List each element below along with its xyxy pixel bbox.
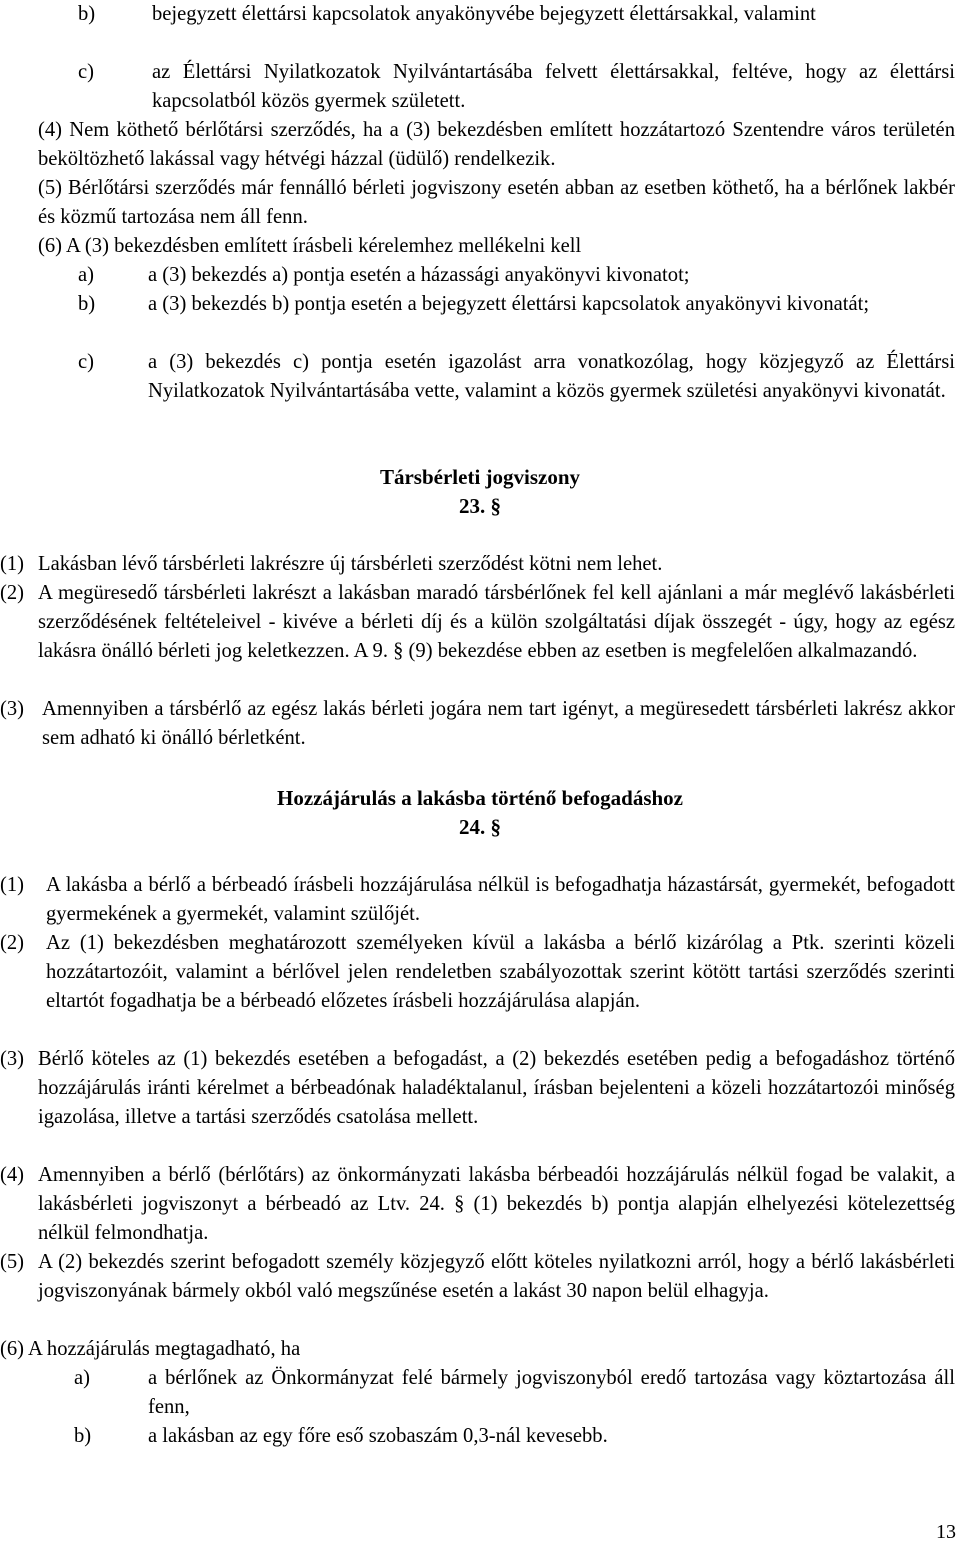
list-marker: a) — [74, 1367, 90, 1389]
paragraph-marker: (4) — [0, 1164, 25, 1186]
paragraph-text: A lakásba a bérlő a bérbeadó írásbeli hozzájárulása nélkül is befogadhatja házastársát, gyermekét, befogadott gyermekének a gyermekét, valamint szülőjét. — [46, 874, 955, 925]
paragraph-6-intro: (6) A hozzájárulás megtagadható, ha — [0, 1338, 301, 1360]
section-title: Társbérleti jogviszony — [379, 465, 581, 489]
paragraph-5 — [38, 174, 955, 232]
list-item-text: a (3) bekezdés c) pontja esetén igazolást arra vonatkozólag, hogy közjegyző az Élettársi Nyilatkozatok Nyilvántartásába vette, valamint a közös gyermek születési anyakönyvi kivonatát. — [148, 351, 955, 402]
paragraph-marker: (1) — [0, 553, 25, 575]
paragraph-marker: (2) — [0, 932, 25, 954]
list-item-text: a bérlőnek az Önkormányzat felé bármely jogviszonyból eredő tartozása vagy köztartozása áll fenn, — [148, 1367, 955, 1418]
section-number: 24. § — [459, 815, 501, 839]
paragraph-text: (5) Bérlőtársi szerződés már fennálló bérleti jogviszony esetén abban az esetben köthető, ha a bérlőnek lakbér és közmű tartozása nem áll fenn. — [38, 177, 955, 228]
list-marker: b) — [78, 3, 96, 25]
paragraph-text: Lakásban lévő társbérleti lakrészre új társbérleti szerződést kötni nem lehet. — [38, 553, 663, 575]
section-title: Hozzájárulás a lakásba történő befogadáshoz — [277, 786, 683, 810]
list-item-text: az Élettársi Nyilatkozatok Nyilvántartásába felvett élettársakkal, feltéve, hogy az élettársi kapcsolatból közös gyermek született. — [152, 61, 955, 112]
list-marker: b) — [78, 293, 96, 315]
list-marker: b) — [74, 1425, 92, 1447]
paragraph-text: A megüresedő társbérleti lakrészt a lakásban maradó társbérlőnek fel kell ajánlani a már meglévő lakásbérleti szerződésének feltételeivel - kivéve a bérleti díj és a külön szolgáltatási díjak összegét - úgy, hogy az egész lakásra önálló bérleti jog keletkezzen. A 9. § (9) bekezdése ebben az esetben is megfelelően alkalmazandó. — [38, 582, 955, 662]
paragraph-4 — [38, 116, 955, 174]
paragraph-text: A (2) bekezdés szerint befogadott személy közjegyző előtt köteles nyilatkozni arról, hogy a bérlő lakásbérleti jogviszonyának bármely okból való megszűnése esetén a lakást 30 napon belül elhagyja. — [38, 1251, 955, 1302]
paragraph-text: Amennyiben a bérlő (bérlőtárs) az önkormányzati lakásba bérbeadói hozzájárulás nélkül fogad be valakit, a lakásbérleti jogviszonyt a bérbeadó az Ltv. 24. § (1) bekezdés b) pontja alapján elhelyezési kötelezettség nélkül felmondhatja. — [38, 1164, 955, 1244]
list-marker: c) — [78, 61, 94, 83]
paragraph-marker: (3) — [0, 698, 25, 720]
paragraph-marker: (2) — [0, 582, 25, 604]
list-marker: a) — [78, 264, 94, 286]
paragraph-text: Az (1) bekezdésben meghatározott személyeken kívül a lakásba a bérlő kizárólag a Ptk. szerinti közeli hozzátartozóit, valamint a bérlővel jelen rendeletben szabályozottak szerint kötött tartási szerződés szerinti eltartót fogadhatja be a bérbeadó előzetes írásbeli hozzájárulása alapján. — [46, 932, 955, 1012]
list-item-text: a (3) bekezdés a) pontja esetén a házassági anyakönyvi kivonatot; — [148, 264, 690, 286]
section-number: 23. § — [459, 494, 501, 518]
paragraph-marker: (3) — [0, 1048, 25, 1070]
paragraph-6-intro: (6) A (3) bekezdésben említett írásbeli kérelemhez mellékelni kell — [38, 235, 582, 257]
list-item-text: a (3) bekezdés b) pontja esetén a bejegyzett élettársi kapcsolatok anyakönyvi kivonatát; — [148, 293, 870, 315]
paragraph-text: Bérlő köteles az (1) bekezdés esetében a befogadást, a (2) bekezdés esetében pedig a befogadáshoz történő hozzájárulás iránti kérelmet a bérbeadónak haladéktalanul, írásban bejelenteni a közeli hozzátartozói minőség igazolása, illetve a tartási szerződés csatolása mellett. — [38, 1048, 955, 1128]
list-item-text: a lakásban az egy főre eső szobaszám 0,3-nál kevesebb. — [148, 1425, 608, 1447]
paragraph-marker: (1) — [0, 874, 25, 896]
paragraph-text: Amennyiben a társbérlő az egész lakás bérleti jogára nem tart igényt, a megüresedett társbérleti lakrész akkor sem adható ki önálló bérletként. — [42, 698, 955, 749]
list-item-text: bejegyzett élettársi kapcsolatok anyakönyvébe bejegyzett élettársakkal, valamint — [152, 3, 816, 25]
paragraph-text: (4) Nem köthető bérlőtársi szerződés, ha a (3) bekezdésben említett hozzátartozó Szentendre város területén beköltözhető lakással vagy hétvégi házzal (üdülő) rendelkezik. — [38, 119, 955, 170]
paragraph-marker: (5) — [0, 1251, 25, 1273]
list-marker: c) — [78, 351, 94, 373]
page-number: 13 — [936, 1521, 956, 1543]
